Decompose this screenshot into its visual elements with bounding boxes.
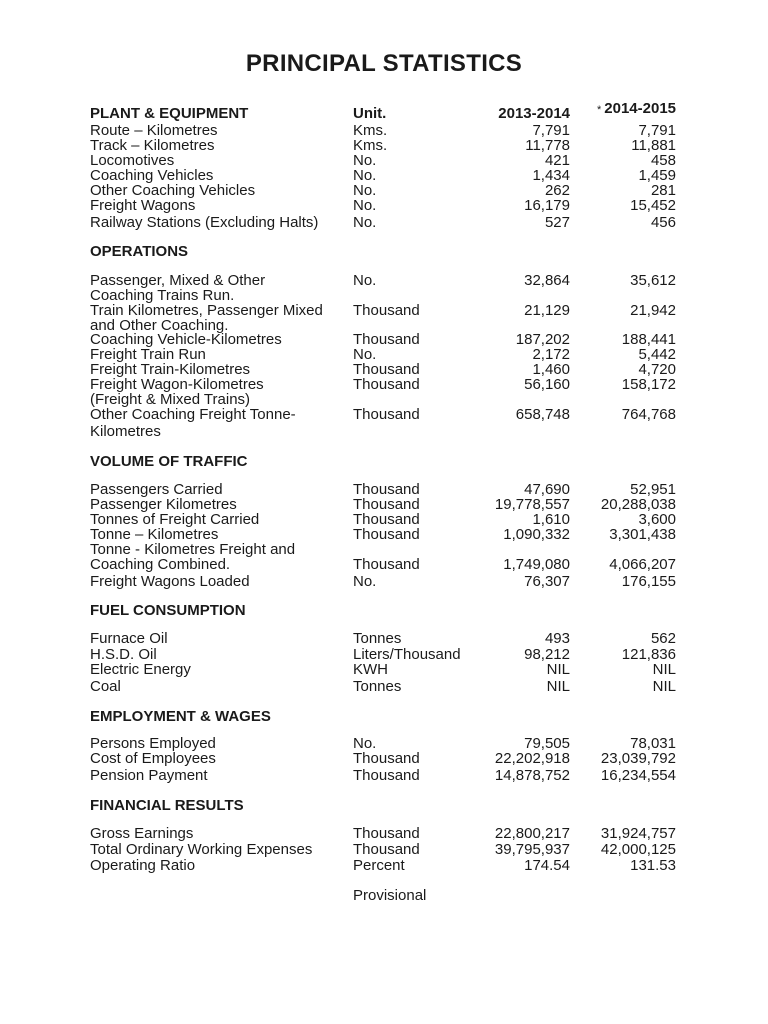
- row-label-continuation: Kilometres: [90, 423, 161, 440]
- row-label-continuation: and Other Coaching.: [90, 317, 229, 334]
- provisional-note: Provisional: [353, 887, 427, 904]
- table-row: Freight Wagons Loaded No. 76,307 176,155: [90, 573, 676, 590]
- table-row: Coal Tonnes NIL NIL: [90, 678, 676, 695]
- year2-column-header: * 2014-2015: [596, 100, 676, 117]
- table-row: Other Coaching Vehicles No. 262 281: [90, 182, 676, 199]
- table-row: H.S.D. Oil Liters/Thousand 98,212 121,836: [90, 646, 676, 663]
- table-row: Total Ordinary Working Expenses Thousand 39,795,937 42,000,125: [90, 841, 676, 858]
- table-row: Passengers Carried Thousand 47,690 52,951: [90, 481, 676, 498]
- table-header: [0, 100, 768, 122]
- table-row: Furnace Oil Tonnes 493 562: [90, 630, 676, 647]
- table-row: Route – Kilometres Kms. 7,791 7,791: [90, 122, 676, 139]
- table-row: Freight Train Run No. 2,172 5,442: [90, 346, 676, 363]
- table-row: Coaching Vehicles No. 1,434 1,459: [90, 167, 676, 184]
- table-row: Freight Wagon-Kilometres Thousand 56,160 158,172: [90, 376, 676, 393]
- section-heading-plant: PLANT & EQUIPMENT: [90, 105, 249, 122]
- table-row: Gross Earnings Thousand 22,800,217 31,924,757: [90, 825, 676, 842]
- table-row: Pension Payment Thousand 14,878,752 16,234,554: [90, 767, 676, 784]
- table-row: Railway Stations (Excluding Halts) No. 527 456: [90, 214, 676, 231]
- table-row: Coaching Vehicle-Kilometres Thousand 187,202 188,441: [90, 331, 676, 348]
- table-row: Tonnes of Freight Carried Thousand 1,610 3,600: [90, 511, 676, 528]
- table-row: Locomotives No. 421 458: [90, 152, 676, 169]
- section-heading-fuel: FUEL CONSUMPTION: [90, 602, 246, 619]
- table-row: Persons Employed No. 79,505 78,031: [90, 735, 676, 752]
- table-row: Electric Energy KWH NIL NIL: [90, 661, 676, 678]
- provisional-star: *: [596, 104, 602, 116]
- table-row: Passenger Kilometres Thousand 19,778,557 20,288,038: [90, 496, 676, 513]
- page-title: PRINCIPAL STATISTICS: [245, 50, 523, 77]
- table-row: Cost of Employees Thousand 22,202,918 23,039,792: [90, 750, 676, 767]
- table-row: Freight Wagons No. 16,179 15,452: [90, 197, 676, 214]
- row-label-continuation: Coaching Trains Run.: [90, 287, 235, 304]
- table-row: Operating Ratio Percent 174.54 131.53: [90, 857, 676, 874]
- row-label-continuation: (Freight & Mixed Trains): [90, 391, 251, 408]
- table-row: Track – Kilometres Kms. 11,778 11,881: [90, 137, 676, 154]
- unit-column-header: Unit.: [353, 105, 387, 122]
- table-row: Freight Train-Kilometres Thousand 1,460 4,720: [90, 361, 676, 378]
- table-row: Other Coaching Freight Tonne- Thousand 658,748 764,768: [90, 406, 676, 423]
- section-heading-financial: FINANCIAL RESULTS: [90, 797, 244, 814]
- section-heading-traffic: VOLUME OF TRAFFIC: [90, 453, 248, 470]
- row-label-prefix: Tonne - Kilometres Freight and: [90, 541, 296, 558]
- year1-column-header: 2013-2014: [498, 105, 570, 122]
- section-heading-operations: OPERATIONS: [90, 243, 189, 260]
- table-row: Train Kilometres, Passenger Mixed Thousand 21,129 21,942: [90, 302, 676, 319]
- table-row: Passenger, Mixed & Other No. 32,864 35,612: [90, 272, 676, 289]
- section-heading-employment: EMPLOYMENT & WAGES: [90, 708, 271, 725]
- table-row: Coaching Combined. Thousand 1,749,080 4,066,207: [90, 556, 676, 573]
- table-row: Tonne – Kilometres Thousand 1,090,332 3,301,438: [90, 526, 676, 543]
